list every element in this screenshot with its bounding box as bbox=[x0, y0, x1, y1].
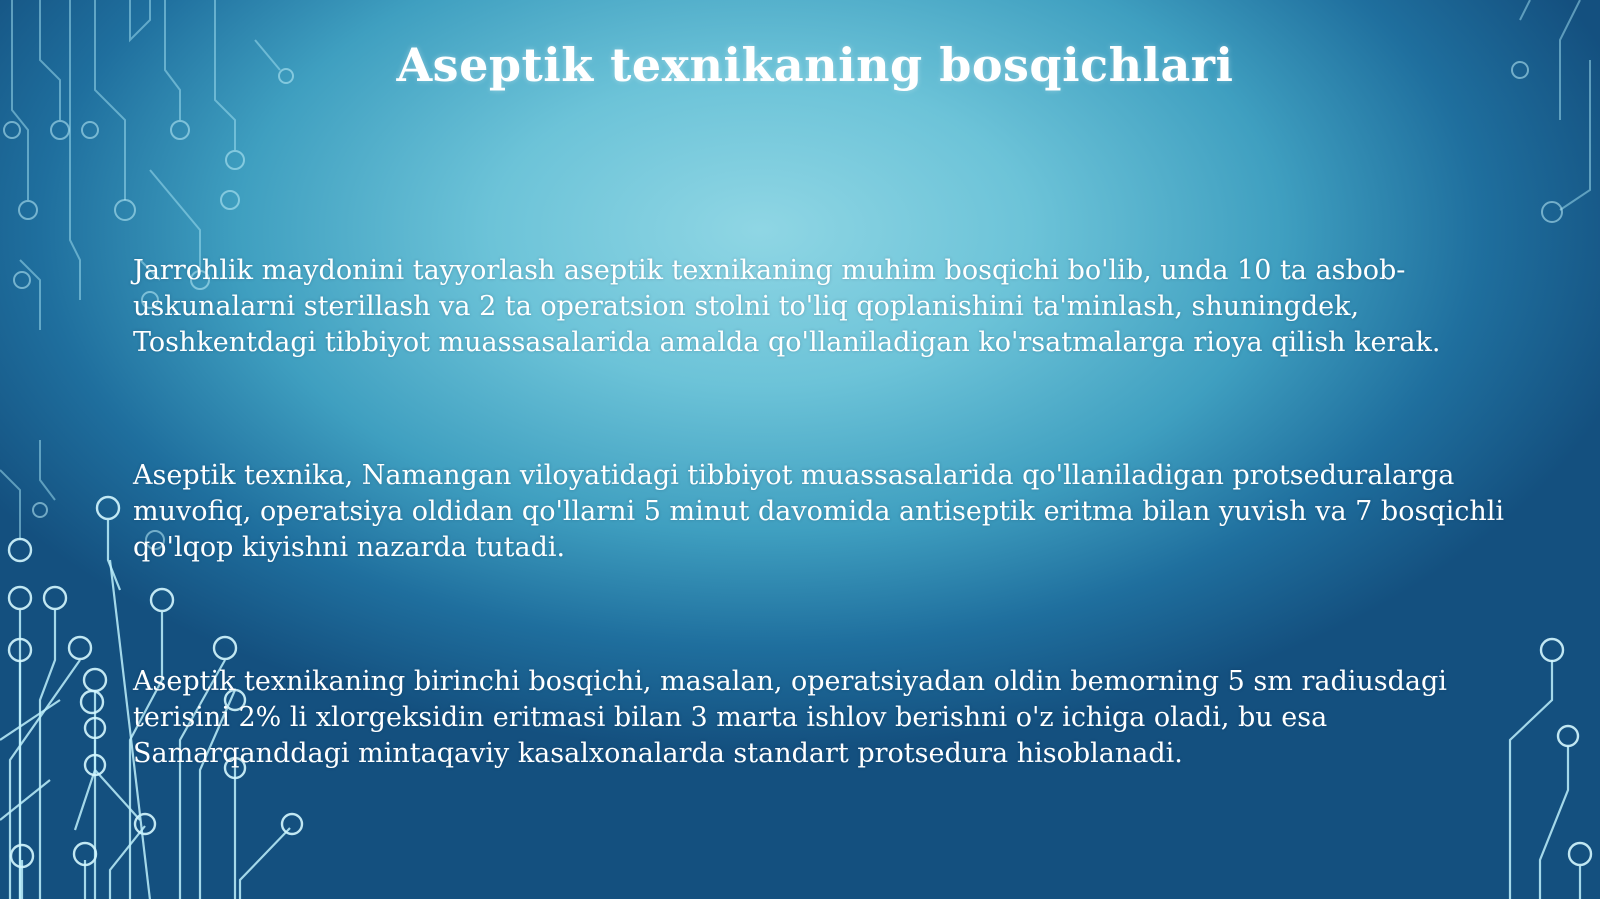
body-paragraph-3: Aseptik texnikaning birinchi bosqichi, masalan, operatsiyadan oldin bemorning 5 sm radiusdagi terisini 2% li xlorgeksidin eritmasi bilan 3 marta ishlov berishni o'z ichiga oladi, bu esa Samarqanddagi mintaqaviy kasalxonalarda standart protsedura hisoblanadi. bbox=[133, 666, 1447, 769]
slide-title: Aseptik texnikaning bosqichlari bbox=[396, 38, 1234, 92]
body-paragraph-1: Jarrohlik maydonini tayyorlash aseptik texnikaning muhim bosqichi bo'lib, unda 10 ta asbob-uskunalarni sterillash va 2 ta operatsion stolni to'liq qoplanishini ta'minlash, shuningdek, Toshkentdagi tibbiyot muassasalarida amalda qo'llaniladigan ko'rsatmalarga rioya qilish kerak. bbox=[133, 255, 1441, 358]
body-paragraph-2: Aseptik texnika, Namangan viloyatidagi tibbiyot muassasalarida qo'llaniladigan protseduralarga muvofiq, operatsiya oldidan qo'llarni 5 minut davomida antiseptik eritma bilan yuvish va 7 bosqichli qo'lqop kiyishni nazarda tutadi. bbox=[133, 460, 1505, 563]
